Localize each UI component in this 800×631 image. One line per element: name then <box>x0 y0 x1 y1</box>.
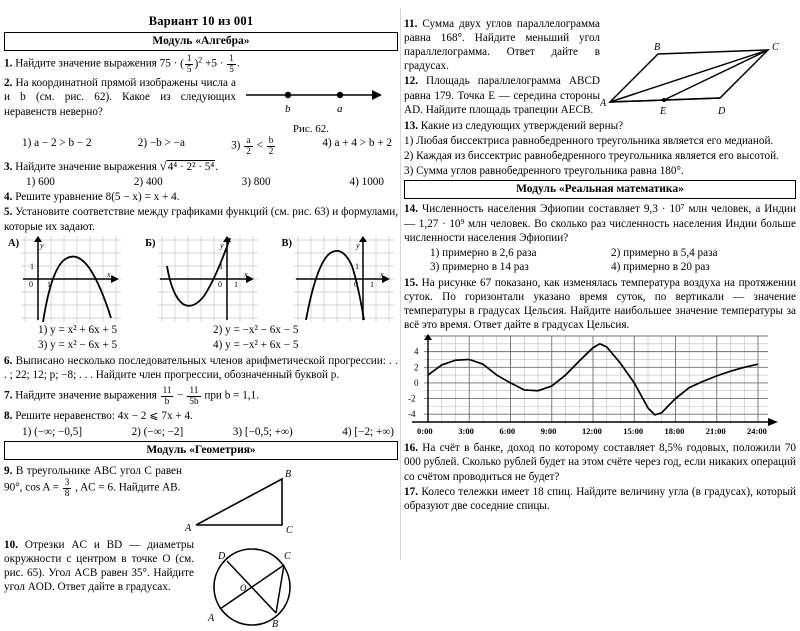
page-title: Вариант 10 из 001 <box>148 14 254 28</box>
question-2-block <box>4 75 398 135</box>
q14-option-1: 1) примерно в 2,6 раза <box>430 246 537 259</box>
svg-text:21:00: 21:00 <box>705 426 726 437</box>
left-column <box>4 0 398 631</box>
question-14 <box>404 202 796 244</box>
circle-with-diameters <box>194 539 322 631</box>
q14-option-3: 3) примерно в 14 раз <box>430 261 529 274</box>
question-2-options <box>4 136 398 156</box>
svg-text:6:00: 6:00 <box>499 426 516 437</box>
q2-option-4: 4) a + 4 > b + 2 <box>322 137 392 150</box>
question-5-text: Установите соответствие между графиками функций (см. рис. 63) и формулами, которые их задают. <box>4 206 399 233</box>
question-9-block <box>4 463 398 535</box>
graph-V-origin: 0 <box>353 279 358 289</box>
question-10-number: 10. <box>4 539 18 552</box>
svg-text:3:00: 3:00 <box>458 426 474 437</box>
svg-text:24:00: 24:00 <box>747 426 767 437</box>
question-11 <box>404 17 600 73</box>
question-1: 1. Найдите значение выражения 75 · ( $\frac{1}{5}$ )$^2$ +5 · $\frac{1}{5}$ . <box>4 53 240 74</box>
graph-B-y-label: y <box>219 240 224 250</box>
question-9 <box>4 464 182 498</box>
column-divider <box>400 8 401 560</box>
svg-text:0: 0 <box>414 378 419 389</box>
svg-text:9:00: 9:00 <box>540 426 557 437</box>
question-13-text: Какие из следующих утверждений верны? <box>420 120 624 132</box>
question-13-number: 13. <box>404 120 418 132</box>
question-17-text: Колесо тележки имеет 18 спиц. Найдите величину угла (в градусах), который образуют две соседние спицы. <box>404 485 797 512</box>
question-14-number: 14. <box>404 203 418 216</box>
q5-answer-1: 1) y = x² + 6x + 5 <box>38 323 118 336</box>
temperature-graph <box>406 334 782 440</box>
graph-B-label: Б) <box>145 237 156 249</box>
para-label-D: D <box>718 106 726 117</box>
circle-label-O: O <box>240 583 247 594</box>
question-7-frac1: $\frac{11}{b}$ <box>162 385 172 406</box>
question-2-text: На координатной прямой изображены числа a и b (см. рис. 62). Какое из следующих неравенств неверно? <box>4 77 237 118</box>
svg-text:15:00: 15:00 <box>623 426 644 437</box>
svg-text:4: 4 <box>414 346 419 357</box>
triangle-ABC <box>182 467 308 535</box>
module-header-real-math: Модуль «Реальная математика» <box>404 180 796 199</box>
graph-V-label: В) <box>281 237 292 249</box>
graph-B-x-label: x <box>243 269 248 279</box>
q14-option-2: 2) примерно в 5,4 раза <box>611 246 718 259</box>
module-header-algebra: Модуль «Алгебра» <box>4 32 398 51</box>
graph-V-cell <box>281 236 394 322</box>
question-17-number: 17. <box>404 485 418 498</box>
question-3-options <box>4 175 398 190</box>
graph-B-origin: 0 <box>217 279 222 289</box>
point-a <box>337 92 343 98</box>
graph-V-unit-y: 1 <box>354 261 359 271</box>
figure-67-temperature-chart <box>406 334 796 440</box>
question-13 <box>404 119 796 133</box>
question-14-text: Численность населения Эфиопии составляет 9,3 · 10⁷ млн человек, а Индии — 1,27 · 10⁹ млн человек. Во сколько раз численность населения Индии больше численности населения Эфиопии? <box>404 203 796 244</box>
q2-option-1: 1) a − 2 > b − 2 <box>22 137 92 150</box>
question-6-number: 6. <box>4 354 13 367</box>
svg-text:0:00: 0:00 <box>417 426 433 437</box>
question-4-number: 4. <box>4 191 13 204</box>
svg-text:-2: -2 <box>408 393 416 404</box>
question-5 <box>4 205 398 233</box>
question-3: 3. Найдите значение выражения √4⁴ · 2² · 5⁴. <box>4 158 219 173</box>
question-2-number: 2. <box>4 77 13 90</box>
para-label-A: A <box>600 98 607 109</box>
graph-V-x-label: x <box>379 269 384 279</box>
figure-63 <box>4 236 398 322</box>
graph-V <box>294 236 394 322</box>
question-8-text: Решите неравенство: 4x − 2 ⩽ 7x + 4. <box>15 410 193 423</box>
question-6-text: Выписано несколько последовательных членов арифметической прогрессии: . . . ; 22; 12; p; −8; . . . Найдите член прогрессии, обозначенный буквой p. <box>4 354 399 381</box>
question-7-tail: при b = 1,1. <box>204 389 259 402</box>
question-9-frac: $\frac{3}{8}$ <box>64 477 70 498</box>
right-column <box>404 0 796 514</box>
segment-AC <box>610 50 768 102</box>
q3-option-3: 3) 800 <box>241 175 271 188</box>
triangle-label-C: C <box>286 525 293 536</box>
question-16 <box>404 441 796 483</box>
q8-option-2: 2) (−∞; −2] <box>131 425 184 438</box>
question-1-tail: +5 · <box>205 57 224 70</box>
question-16-number: 16. <box>404 442 418 455</box>
figure-62 <box>236 75 386 135</box>
triangle-label-B: B <box>285 469 292 481</box>
question-8 <box>4 409 398 423</box>
svg-text:18:00: 18:00 <box>664 426 685 437</box>
question-9-number: 9. <box>4 465 13 478</box>
question-2 <box>4 76 236 118</box>
q8-option-3: 3) [−0,5; +∞) <box>232 425 293 438</box>
q5-answer-4: 4) y = −x² + 6x − 5 <box>213 338 299 351</box>
question-10 <box>4 538 194 594</box>
question-14-options <box>404 246 796 275</box>
question-13-statement-2: 2) Каждая из биссектрис равнобедренного треугольника является его высотой. <box>404 150 779 163</box>
question-3-number: 3. <box>4 160 13 173</box>
chart-grid-major <box>424 336 768 422</box>
q3-option-4: 4) 1000 <box>349 175 384 188</box>
question-15 <box>404 276 796 332</box>
q5-answer-2: 2) y = −x² − 6x − 5 <box>213 323 299 336</box>
point-E <box>662 98 666 102</box>
question-15-text: На рисунке 67 показано, как изменялась температура воздуха на протяжении суток. По горизонтали указано время суток, по вертикали — значение температуры в градусах Цельсия. Найдите наибольшее значение температуры за всё это время. Ответ дайте в градусах Цельсия. <box>404 276 796 332</box>
svg-text:-4: -4 <box>408 409 416 420</box>
question-4 <box>4 190 398 204</box>
figure-circle-10 <box>194 537 324 631</box>
question-16-text: На счёт в банке, доход по которому составляет 8,5% годовых, положили 70 000 рублей. Сколько рублей будет на этом счёте через год, если никаких операций со счётом проводиться не будет? <box>404 442 797 483</box>
question-7-number: 7. <box>4 389 13 402</box>
label-a: a <box>337 103 343 116</box>
question-6 <box>4 354 398 382</box>
question-9-text: В треугольнике ABC угол C равен 90°, cos A = <box>4 465 183 494</box>
q14-option-4: 4) примерно в 20 раз <box>611 261 710 274</box>
question-3-text: Найдите значение выражения <box>15 160 157 173</box>
circle-label-D: D <box>218 551 226 563</box>
diameter-DB <box>227 561 276 613</box>
circle-label-C: C <box>284 551 291 563</box>
q2-option-3: 3) $\frac{a}{2}$ < $\frac{b}{2}$ <box>231 135 274 156</box>
figure-parallelogram-12 <box>600 16 794 118</box>
question-1-frac2: $\frac{1}{5}$ <box>229 53 234 74</box>
graph-A-origin: 0 <box>29 279 34 289</box>
graph-V-unit-x: 1 <box>369 279 374 289</box>
label-b: b <box>285 103 291 116</box>
question-7-frac2: $\frac{11}{5b}$ <box>189 385 199 406</box>
question-7: 7. Найдите значение выражения $\frac{11}{b}$ − $\frac{11}{5b}$ при b = 1,1. <box>4 385 259 406</box>
circle-label-B: B <box>272 619 279 631</box>
graph-B <box>158 236 258 322</box>
graph-A-unit-x: 1 <box>47 279 52 289</box>
graph-B-cell <box>145 236 257 322</box>
q3-option-2: 2) 400 <box>133 175 163 188</box>
parallelogram-ABCD <box>600 36 792 118</box>
question-11-number: 11. <box>404 18 418 30</box>
chord-CB <box>276 565 284 613</box>
question-7-text: Найдите значение выражения <box>15 389 157 402</box>
svg-text:12:00: 12:00 <box>582 426 602 437</box>
figure-triangle-9 <box>182 463 310 535</box>
graph-V-y-label: y <box>355 240 360 250</box>
question-11-text: Сумма двух углов параллелограмма равна 168°. Найдите меньший угол параллелограмма. Ответ дайте в градусах. <box>404 18 600 73</box>
question-13-statement-3: 3) Сумма углов равнобедренного треугольника равна 180°. <box>404 165 684 178</box>
graph-A-unit-y: 1 <box>30 261 35 271</box>
triangle-label-A: A <box>185 523 192 535</box>
q2-option-2: 2) −b > −a <box>137 137 185 150</box>
graph-A-x-label: x <box>107 269 111 279</box>
graph-B-unit-y: 1 <box>218 261 223 271</box>
q8-option-4: 4) [−2; +∞) <box>342 425 394 438</box>
module-header-geometry: Модуль «Геометрия» <box>4 441 398 460</box>
top-spacer <box>404 0 796 16</box>
question-4-text: Решите уравнение 8(5 − x) = x + 4. <box>15 191 180 204</box>
q5-answer-3: 3) y = x² − 6x + 5 <box>38 338 118 351</box>
question-12-text: Площадь параллелограмма ABCD равна 179. Точка E — середина стороны AD. Найдите площадь трапеции AECB. <box>404 75 600 116</box>
question-5-number: 5. <box>4 206 13 219</box>
question-9-tail: , AC = 6. Найдите AB. <box>75 481 181 494</box>
number-line-figure <box>236 81 384 121</box>
para-label-C: C <box>772 42 779 53</box>
graph-A <box>21 236 121 322</box>
question-1-text: Найдите значение выражения 75 · <box>15 57 178 70</box>
chart-y-tick-labels <box>408 347 419 420</box>
graph-A-label: А) <box>8 237 20 249</box>
question-1-number: 1. <box>4 57 13 70</box>
q8-option-1: 1) (−∞; −0,5] <box>22 425 83 438</box>
graph-B-unit-x: 1 <box>233 279 238 289</box>
question-12-number: 12. <box>404 75 418 88</box>
para-label-B: B <box>654 42 661 53</box>
question-15-number: 15. <box>404 276 418 289</box>
point-b <box>285 92 291 98</box>
question-13-statement-1: 1) Любая биссектриса равнобедренного треугольника является его медианой. <box>404 135 774 148</box>
q3-option-1: 1) 600 <box>26 175 55 188</box>
question-10-text: Отрезки AC и BD — диаметры окружности с центром в точке O (см. рис. 65). Угол ACB равен 35°. Найдите угол AOD. Ответ дайте в градусах. <box>4 539 195 594</box>
question-8-number: 8. <box>4 410 13 423</box>
question-5-answers <box>4 323 398 353</box>
graph-A-y-label: y <box>40 240 44 250</box>
para-label-E: E <box>660 106 667 117</box>
chart-x-tick-labels <box>417 426 767 436</box>
question-8-options <box>4 425 398 440</box>
question-17 <box>404 485 796 513</box>
svg-text:2: 2 <box>414 362 419 373</box>
question-10-block <box>4 537 398 631</box>
segment-EC <box>664 50 768 100</box>
figure-62-caption: Рис. 62. <box>292 123 330 136</box>
graph-A-cell <box>8 236 121 322</box>
question-1-expr: ( $\frac{1}{5}$ )$^2$ <box>180 53 203 74</box>
circle-label-A: A <box>208 613 215 625</box>
question-11-12-block <box>404 16 796 118</box>
question-3-radical: √4⁴ · 2² · 5⁴ <box>159 158 215 173</box>
question-12 <box>404 74 600 116</box>
